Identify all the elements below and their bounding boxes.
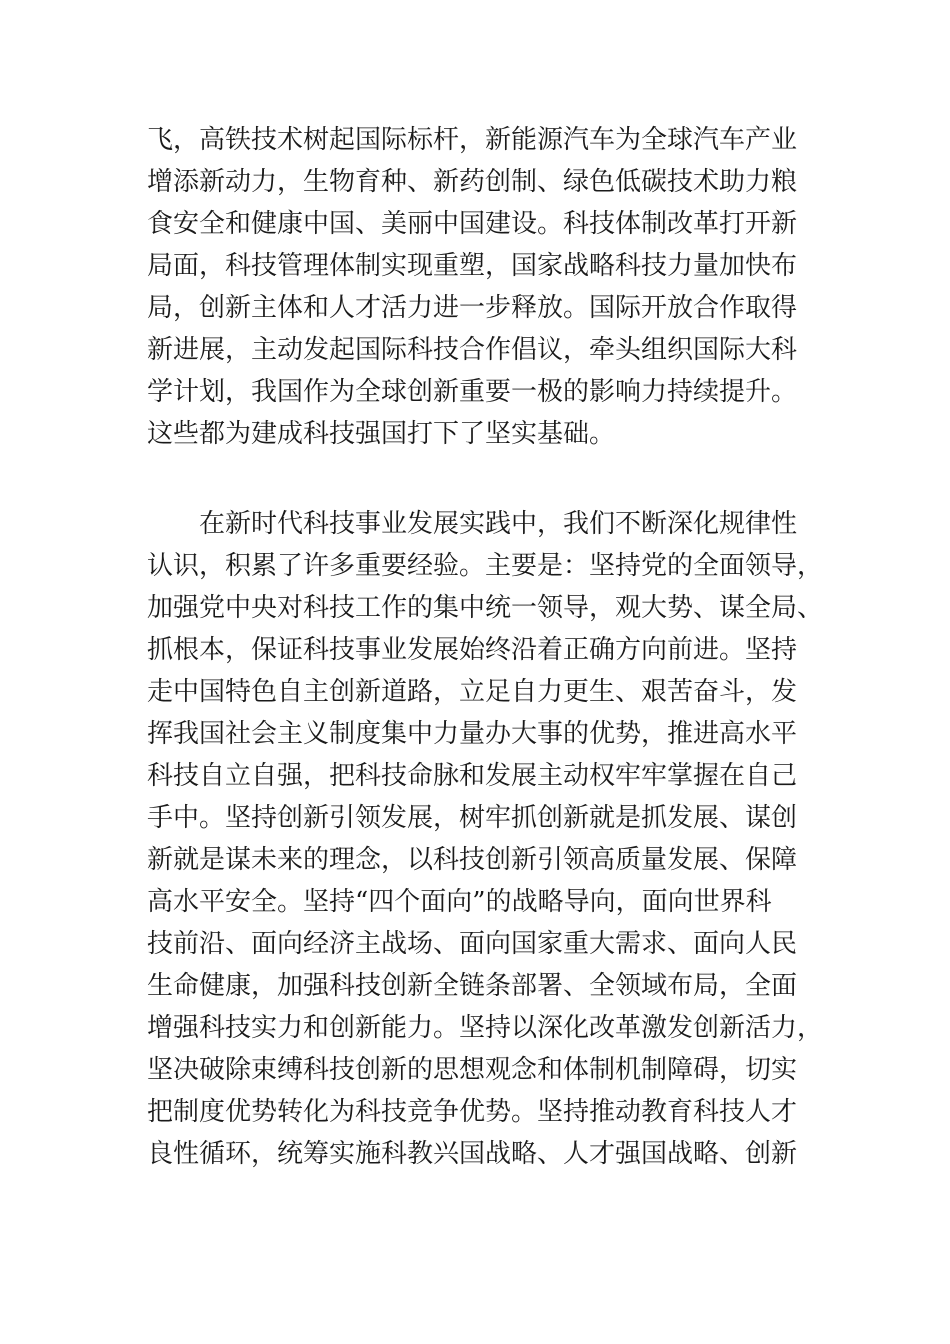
paragraph-line: 学计划，我国作为全球创新重要一极的影响力持续提升。 bbox=[147, 377, 798, 407]
paragraph-line: 飞，高铁技术树起国际标杆，新能源汽车为全球汽车产业 bbox=[147, 125, 798, 155]
paragraph-line: 科技自立自强，把科技命脉和发展主动权牢牢掌握在自己 bbox=[147, 761, 798, 791]
paragraph-line: 局面，科技管理体制实现重塑，国家战略科技力量加快布 bbox=[147, 251, 798, 281]
paragraph-line: 生命健康，加强科技创新全链条部署、全领域布局，全面 bbox=[147, 971, 798, 1001]
paragraph-line: 加强党中央对科技工作的集中统一领导，观大势、谋全局、 bbox=[147, 593, 824, 623]
paragraph-line: 走中国特色自主创新道路，立足自力更生、艰苦奋斗，发 bbox=[147, 677, 798, 707]
paragraph-line: 挥我国社会主义制度集中力量办大事的优势，推进高水平 bbox=[147, 719, 798, 749]
paragraph-line: 良性循环，统筹实施科教兴国战略、人才强国战略、创新 bbox=[147, 1139, 798, 1169]
paragraph-line: 坚决破除束缚科技创新的思想观念和体制机制障碍，切实 bbox=[147, 1055, 798, 1085]
paragraph-line: 新进展，主动发起国际科技合作倡议，牵头组织国际大科 bbox=[147, 335, 798, 365]
paragraph-line: 新就是谋未来的理念，以科技创新引领高质量发展、保障 bbox=[147, 845, 798, 875]
paragraph-line: 技前沿、面向经济主战场、面向国家重大需求、面向人民 bbox=[147, 929, 798, 959]
paragraph-line: 局，创新主体和人才活力进一步释放。国际开放合作取得 bbox=[147, 293, 798, 323]
paragraph-line: 高水平安全。坚持“四个面向”的战略导向，面向世界科 bbox=[147, 887, 772, 917]
paragraph-line: 认识，积累了许多重要经验。主要是：坚持党的全面领导， bbox=[147, 551, 824, 581]
paragraph-line: 增强科技实力和创新能力。坚持以深化改革激发创新活力， bbox=[147, 1013, 824, 1043]
paragraph-line: 增添新动力，生物育种、新药创制、绿色低碳技术助力粮 bbox=[147, 167, 798, 197]
paragraph-line: 抓根本，保证科技事业发展始终沿着正确方向前进。坚持 bbox=[147, 635, 798, 665]
paragraph-line: 把制度优势转化为科技竞争优势。坚持推动教育科技人才 bbox=[147, 1097, 798, 1127]
paragraph-line: 这些都为建成科技强国打下了坚实基础。 bbox=[147, 419, 616, 449]
paragraph-line: 食安全和健康中国、美丽中国建设。科技体制改革打开新 bbox=[147, 209, 798, 239]
paragraph-line: 在新时代科技事业发展实践中，我们不断深化规律性 bbox=[199, 509, 798, 539]
paragraph-line: 手中。坚持创新引领发展，树牢抓创新就是抓发展、谋创 bbox=[147, 803, 798, 833]
